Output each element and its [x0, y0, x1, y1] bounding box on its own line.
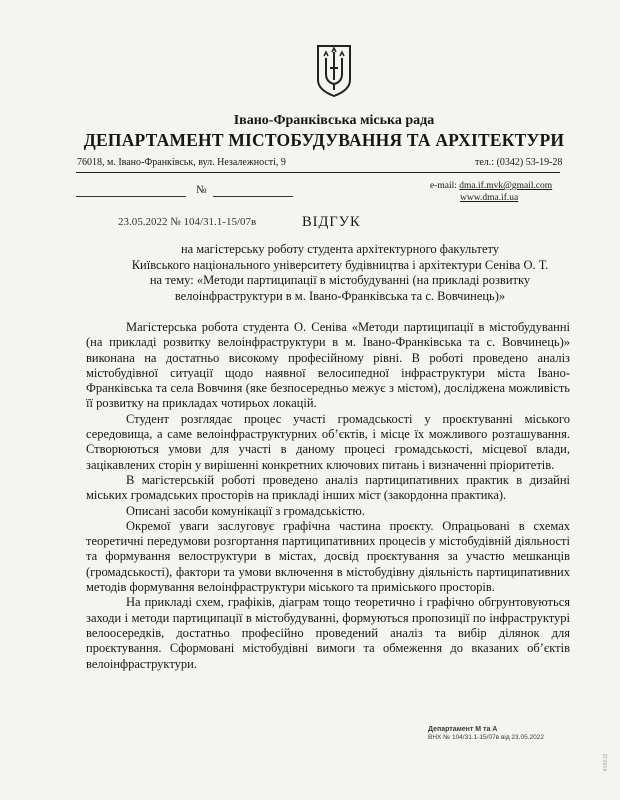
website-link[interactable]: www.dma.if.ua — [460, 193, 519, 203]
subject-block — [80, 242, 600, 304]
paragraph: Описані засоби комунікації з громадськістю. — [126, 503, 365, 518]
email-label: e-mail: — [430, 181, 460, 191]
number-blank-line — [213, 196, 293, 197]
subject-line: на магістерську роботу студента архітектурного факультету — [180, 242, 500, 256]
trident-emblem-icon — [314, 44, 354, 98]
city-council-name: Івано-Франківська міська рада — [233, 113, 435, 128]
number-sign: № — [196, 184, 207, 196]
registration-stamp — [428, 726, 544, 742]
contact-block — [430, 180, 570, 204]
paragraph: Окремої уваги заслуговує графічна частина проєкту. Опрацьовані в схемах теоретичні передумови розгортання партиципативних процесів у містобудівній діяльності та формування велоструктури в містах, досвід проєктування за участю мешканців (громадськості), фактори та умови включення в містобудівну діяльність партиципативних методів формування велоінфраструктури міського та приміського просторів. — [86, 518, 570, 595]
phone: тел.: (0342) 53-19-28 — [475, 157, 563, 168]
paragraph: Магістерська робота студента О. Сеніва «Методи партиципації в містобудуванні (на прикладі розвитку велоінфраструктури в м. Івано-Франківська та с. Вовчинець)» виконана на достатньо високому професійному рівні. В роботі проведено аналіз містобудівної ситуації щодо наявної велосипедної інфраструктури міста Івано-Франківська та села Вовчиня (яке безпосередньо межує з містом), досліджена можливість її розвитку на прикладах чотирьох локацій. — [86, 320, 570, 411]
paragraph: В магістерській роботі проведено аналіз партиципативних практик в дизайні міських громадських просторів на прикладі інших міст (закордонна практика). — [86, 472, 570, 503]
email-link[interactable]: dma.if.mvk@gmail.com — [459, 181, 553, 191]
stamp-department: Департамент М та А — [428, 726, 498, 733]
paragraph: Студент розглядає процес участі громадськості у проєктуванні міського середовища, а саме велоінфраструктурних об’єктів, і місце їх можливого розташування. Створюються умови для участі в даному процесі громадськості, місцевої влади, зацікавлених сторін у вирішенні конкретних ключових питань і визначенні пріоритетів. — [86, 411, 570, 472]
date-blank-line — [76, 196, 186, 197]
department-name: ДЕПАРТАМЕНТ МІСТОБУДУВАННЯ ТА АРХІТЕКТУРИ — [83, 130, 565, 150]
stamp-number: ВНХ № 104/31.1-15/07в від 23.05.2022 — [428, 734, 544, 741]
review-body — [86, 320, 570, 672]
paragraph: На прикладі схем, графіків, діаграм тощо теоретично і графічно обгрунтовуються заходи і методи партиципації в містобудуванні, формуються пропозиції по інфраструктурі велоосередків, достатньо професійно проведений аналіз та вибір ділянок для проєктування. Сформовані містобудівні вимоги та обмеження до вказаних об’єктів велоінфраструктури. — [86, 595, 570, 671]
address: 76018, м. Івано-Франківськ, вул. Незалежності, 9 — [77, 157, 286, 168]
subject-line: Київського національного університету будівництва і архітектури Сеніва О. Т. — [131, 257, 549, 272]
subject-line: велоінфраструктури в м. Івано-Франківська та с. Вовчинець)» — [174, 288, 506, 303]
registration-number: 23.05.2022 № 104/31.1-15/07в — [118, 216, 257, 228]
header-divider — [76, 172, 560, 173]
subject-line: на тему: «Методи партиципації в містобудуванні (на прикладі розвитку — [149, 273, 531, 287]
document-title: ВІДГУК — [302, 214, 361, 230]
side-mark: 03.02.22 — [603, 753, 609, 772]
